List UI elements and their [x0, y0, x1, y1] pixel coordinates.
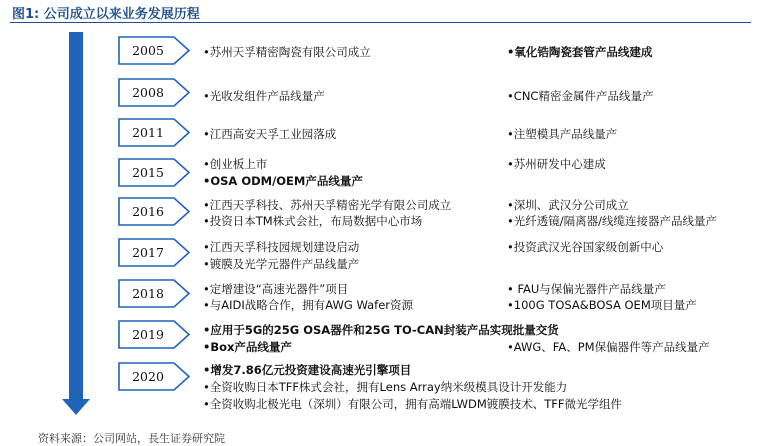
- year-marker-2016: [118, 197, 191, 226]
- figure-title: 图1: 公司成立以来业务发展历程: [12, 7, 200, 22]
- year-label: 2008: [132, 85, 164, 100]
- year-marker-2018: [118, 279, 191, 308]
- milestone-right-2011-1: •注塑模具产品线量产: [507, 127, 618, 141]
- milestone-left-2015-2: •OSA ODM/OEM产品线量产: [203, 174, 363, 188]
- milestone-left-2017-1: •江西天孚科技园规划建设启动: [203, 240, 360, 254]
- milestone-right-2019-2: •AWG、FA、PM保偏器件等产品线量产: [507, 340, 710, 354]
- year-label: 2019: [132, 327, 164, 342]
- milestone-left-2016-2: •投资日本TM株式会社，布局数据中心市场: [203, 214, 423, 228]
- year-label: 2018: [132, 286, 164, 301]
- milestone-left-2017-2: •镀膜及光学元器件产品线量产: [203, 257, 360, 271]
- year-marker-2015: [118, 158, 191, 187]
- milestone-left-2008-1: •光收发组件产品线量产: [203, 89, 325, 103]
- milestone-left-2020-1: •增发7.86亿元投资建设高速光引擎项目: [203, 363, 412, 377]
- milestone-right-2016-1: •深圳、武汉分公司成立: [507, 198, 629, 212]
- year-label: 2015: [132, 165, 164, 180]
- year-label: 2020: [132, 369, 164, 384]
- milestone-left-2019-1: •应用于5G的25G OSA器件和25G TO-CAN封装产品实现批量交货: [203, 323, 559, 337]
- milestone-left-2011-1: •江西高安天孚工业园落成: [203, 127, 337, 141]
- year-label: 2005: [132, 43, 164, 58]
- year-label: 2011: [132, 125, 164, 140]
- timeline-arrow-head: [62, 399, 90, 415]
- milestone-right-2015-1: •苏州研发中心建成: [507, 157, 606, 171]
- timeline-arrow-shaft: [69, 32, 83, 400]
- milestone-left-2020-3: •全资收购北极光电（深圳）有限公司，拥有高端LWDM镀膜技术、TFF微光学组件: [203, 397, 623, 411]
- milestone-right-2018-1: • FAU与保偏光器件产品线量产: [507, 282, 666, 296]
- source-note: 资料来源：公司网站，長生证券研究院: [38, 432, 225, 445]
- milestone-right-2018-2: •100G TOSA&BOSA OEM项目量产: [507, 298, 697, 312]
- milestone-right-2008-1: •CNC精密金属件产品线量产: [507, 89, 654, 103]
- year-label: 2017: [132, 245, 164, 260]
- milestone-left-2005-1: •苏州天孚精密陶瓷有限公司成立: [203, 45, 371, 59]
- year-marker-2017: [118, 238, 191, 267]
- milestone-right-2005-1: •氧化锆陶瓷套管产品线建成: [507, 45, 653, 59]
- milestone-left-2018-2: •与AIDI战略合作，拥有AWG Wafer资源: [203, 298, 413, 312]
- milestone-left-2020-2: •全资收购日本TFF株式会社，拥有Lens Array纳米级模具设计开发能力: [203, 380, 568, 394]
- milestone-left-2016-1: •江西天孚科技、苏州天孚精密光学有限公司成立: [203, 198, 452, 212]
- year-marker-2019: [118, 320, 191, 349]
- milestone-left-2018-1: •定增建设“高速光器件”项目: [203, 282, 349, 296]
- year-marker-2011: [118, 118, 191, 147]
- year-marker-2020: [118, 362, 191, 391]
- milestone-left-2019-2: •Box产品线量产: [203, 340, 292, 354]
- milestone-right-2017-1: •投资武汉光谷国家级创新中心: [507, 240, 664, 254]
- year-marker-2005: [118, 36, 191, 65]
- milestone-right-2016-2: •光纤透镜/隔离器/线缆连接器产品线量产: [507, 214, 718, 228]
- year-marker-2008: [118, 78, 191, 107]
- milestone-left-2015-1: •创业板上市: [203, 157, 268, 171]
- year-label: 2016: [132, 204, 164, 219]
- title-divider: [10, 22, 751, 23]
